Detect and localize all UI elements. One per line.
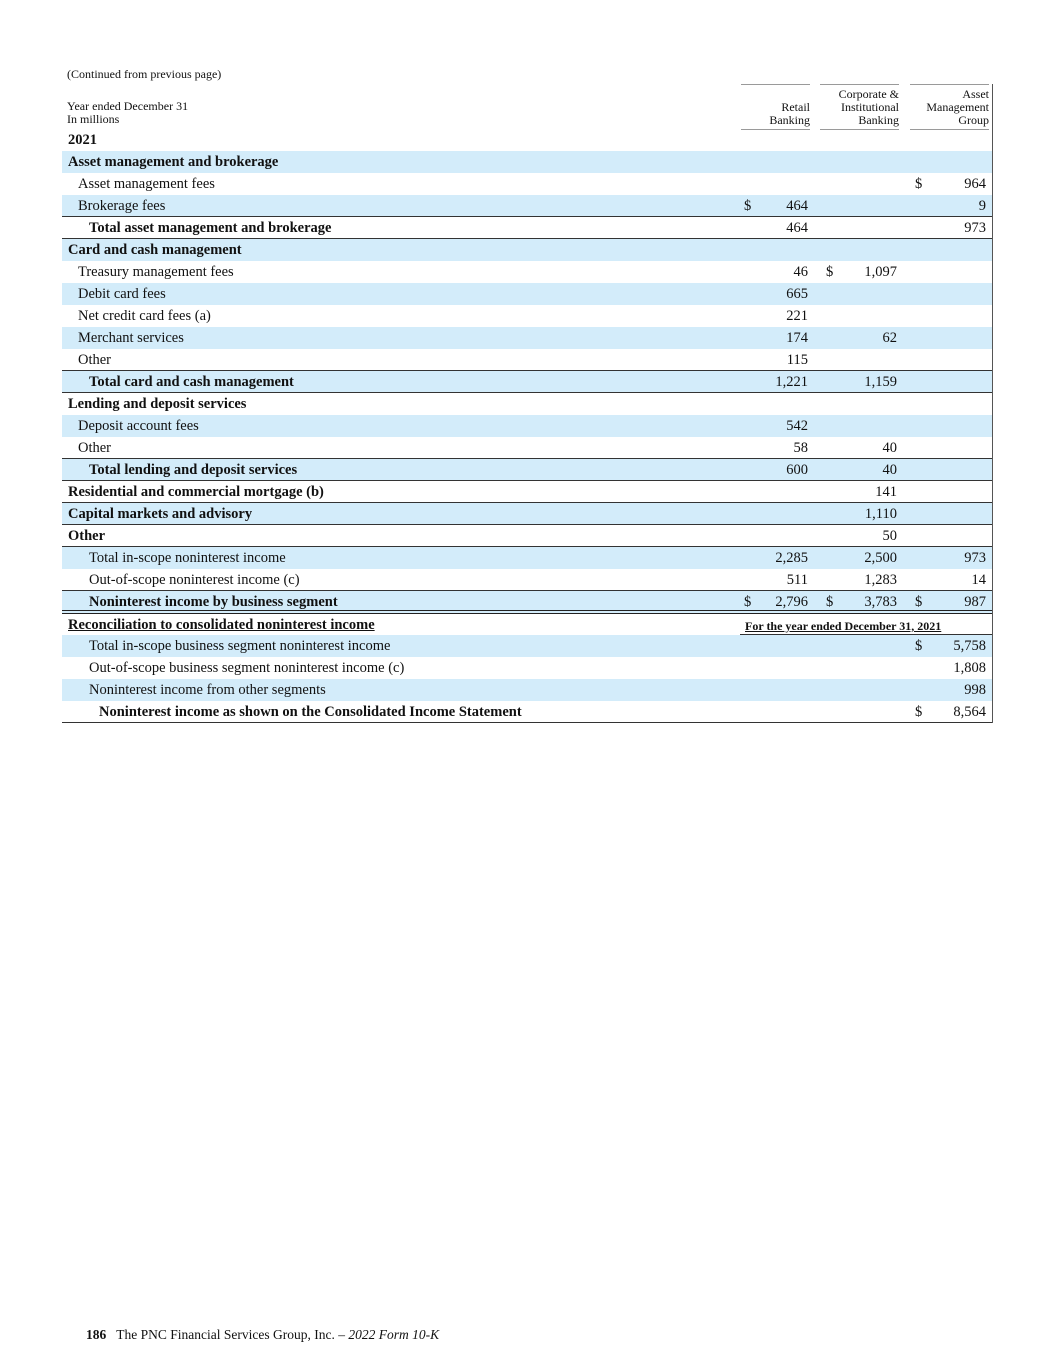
table-row: [62, 547, 993, 569]
cell-value: 62: [882, 330, 897, 346]
table-right-border: [992, 84, 993, 723]
row-label: Out-of-scope noninterest income (c): [89, 572, 300, 588]
row-label: Total in-scope business segment noninterest income: [89, 638, 391, 654]
rule: [62, 590, 993, 591]
footer-form: 2022 Form 10-K: [348, 1327, 440, 1342]
cell-value: 46: [793, 264, 808, 280]
rule: [62, 722, 993, 723]
footer-company: The PNC Financial Services Group, Inc. –: [116, 1327, 345, 1342]
table-row: [62, 283, 993, 305]
cell-value: 1,221: [775, 374, 808, 390]
reconciliation-period-header: For the year ended December 31, 2021: [745, 619, 942, 633]
table-row: [62, 195, 993, 217]
cell-value: 50: [882, 528, 897, 544]
header-text: Institutional: [841, 100, 899, 114]
table-row: [62, 327, 993, 349]
table-row: [62, 569, 993, 591]
cell-value: 2,500: [864, 550, 897, 566]
row-label: Noninterest income as shown on the Consolidated Income Statement: [99, 704, 522, 720]
row-label: Residential and commercial mortgage (b): [68, 484, 324, 500]
table-row: [62, 437, 993, 459]
cell-dollar: $: [826, 264, 834, 280]
table-row: [62, 679, 993, 701]
cell-value: 8,564: [953, 704, 986, 720]
table-row: [62, 415, 993, 437]
cell-value: 40: [882, 440, 897, 456]
cell-value: 115: [786, 352, 808, 368]
header-text: Group: [958, 113, 989, 127]
row-label: Asset management and brokerage: [68, 154, 279, 170]
header-text: Management: [926, 100, 989, 114]
header-text: Asset: [962, 87, 989, 101]
cell-value: 174: [786, 330, 808, 346]
table-row: [62, 657, 993, 679]
rule: [62, 392, 993, 393]
rule: [62, 458, 993, 459]
cell-value: 3,783: [864, 594, 897, 610]
cell-value: 1,159: [864, 374, 897, 390]
row-label: Capital markets and advisory: [68, 506, 253, 522]
cell-value: 1,110: [864, 506, 897, 522]
header-text: Corporate &: [838, 87, 899, 101]
row-label: Net credit card fees (a): [78, 308, 211, 324]
cell-value: 464: [786, 220, 808, 236]
column-header-label: [67, 100, 188, 126]
row-label: Out-of-scope business segment noninterest income (c): [89, 660, 405, 676]
cell-dollar: $: [915, 176, 923, 192]
cell-value: 58: [793, 440, 808, 456]
row-label: Noninterest income from other segments: [89, 682, 326, 698]
row-label: Card and cash management: [68, 242, 242, 258]
cell-value: 2,796: [775, 594, 808, 610]
cell-dollar: $: [826, 594, 834, 610]
cell-value: 964: [964, 176, 986, 192]
table-row-total: [62, 217, 993, 239]
row-label: Debit card fees: [78, 286, 166, 302]
table-row-section-asset-management: [62, 151, 993, 173]
rule: [62, 480, 993, 481]
page-number: 186: [86, 1327, 107, 1342]
row-label: Total asset management and brokerage: [89, 220, 332, 236]
cell-dollar: $: [744, 594, 752, 610]
header-text: Banking: [858, 113, 899, 127]
row-label: Other: [68, 528, 106, 544]
table-row: [62, 635, 993, 657]
row-label: Treasury management fees: [78, 264, 234, 280]
row-label: Other: [78, 440, 112, 456]
row-label: Total lending and deposit services: [89, 462, 298, 478]
table-row: [62, 261, 993, 283]
cell-value: 998: [964, 682, 986, 698]
cell-value: 14: [971, 572, 986, 588]
cell-value: 511: [786, 572, 808, 588]
row-label: Noninterest income by business segment: [89, 594, 338, 610]
table-row: [62, 349, 993, 371]
row-label: Asset management fees: [78, 176, 215, 192]
row-label: Lending and deposit services: [68, 396, 247, 412]
table-row-total: [62, 371, 993, 393]
cell-dollar: $: [915, 594, 923, 610]
row-label: Reconciliation to consolidated noninterest income: [68, 617, 375, 633]
cell-value: 464: [786, 198, 808, 214]
rule: [740, 634, 993, 635]
cell-dollar: $: [744, 198, 752, 214]
table-row: [62, 305, 993, 327]
cell-value: 1,283: [864, 572, 897, 588]
cell-value: 973: [964, 550, 986, 566]
header-year-label: Year ended December 31: [67, 99, 189, 113]
cell-value: 973: [964, 220, 986, 236]
cell-value: 141: [875, 484, 897, 500]
row-label: Total in-scope noninterest income: [89, 550, 286, 566]
header-text: Retail: [781, 100, 810, 114]
column-header-retail-banking: [741, 84, 810, 130]
row-label: Total card and cash management: [89, 374, 294, 390]
table-row-total: [62, 459, 993, 481]
row-label: 2021: [68, 132, 97, 148]
cell-value: 987: [964, 594, 986, 610]
cell-value: 542: [786, 418, 808, 434]
table-row-year: [62, 129, 993, 151]
column-header-asset-management-group: [910, 84, 989, 130]
rule: [62, 524, 993, 525]
double-rule: [62, 610, 993, 614]
table-row: [62, 503, 993, 525]
table-row-section-card-cash: [62, 239, 993, 261]
cell-value: 2,285: [775, 550, 808, 566]
cell-value: 600: [786, 462, 808, 478]
table-row-grand-total: [62, 701, 993, 723]
table-row: [62, 481, 993, 503]
rule: [62, 238, 993, 239]
column-header-corporate-institutional-banking: [820, 84, 899, 130]
table-row: [62, 525, 993, 547]
cell-value: 1,097: [864, 264, 897, 280]
header-units-label: In millions: [67, 112, 120, 126]
cell-value: 40: [882, 462, 897, 478]
cell-value: 9: [978, 198, 986, 214]
row-label: Other: [78, 352, 112, 368]
rule: [62, 370, 993, 371]
cell-value: 221: [786, 308, 808, 324]
cell-value: 5,758: [953, 638, 986, 654]
cell-dollar: $: [915, 704, 923, 720]
header-text: Banking: [769, 113, 810, 127]
row-label: Merchant services: [78, 330, 184, 346]
rule: [62, 502, 993, 503]
page-footer: [86, 1327, 439, 1343]
table-row-section-lending-deposit: [62, 393, 993, 415]
row-label: Deposit account fees: [78, 418, 199, 434]
rule: [62, 216, 993, 217]
rule: [62, 546, 993, 547]
table-row: [62, 173, 993, 195]
cell-value: 1,808: [953, 660, 986, 676]
row-label: Brokerage fees: [78, 198, 166, 214]
cell-dollar: $: [915, 638, 923, 654]
cell-value: 665: [786, 286, 808, 302]
continued-note: (Continued from previous page): [67, 67, 222, 81]
